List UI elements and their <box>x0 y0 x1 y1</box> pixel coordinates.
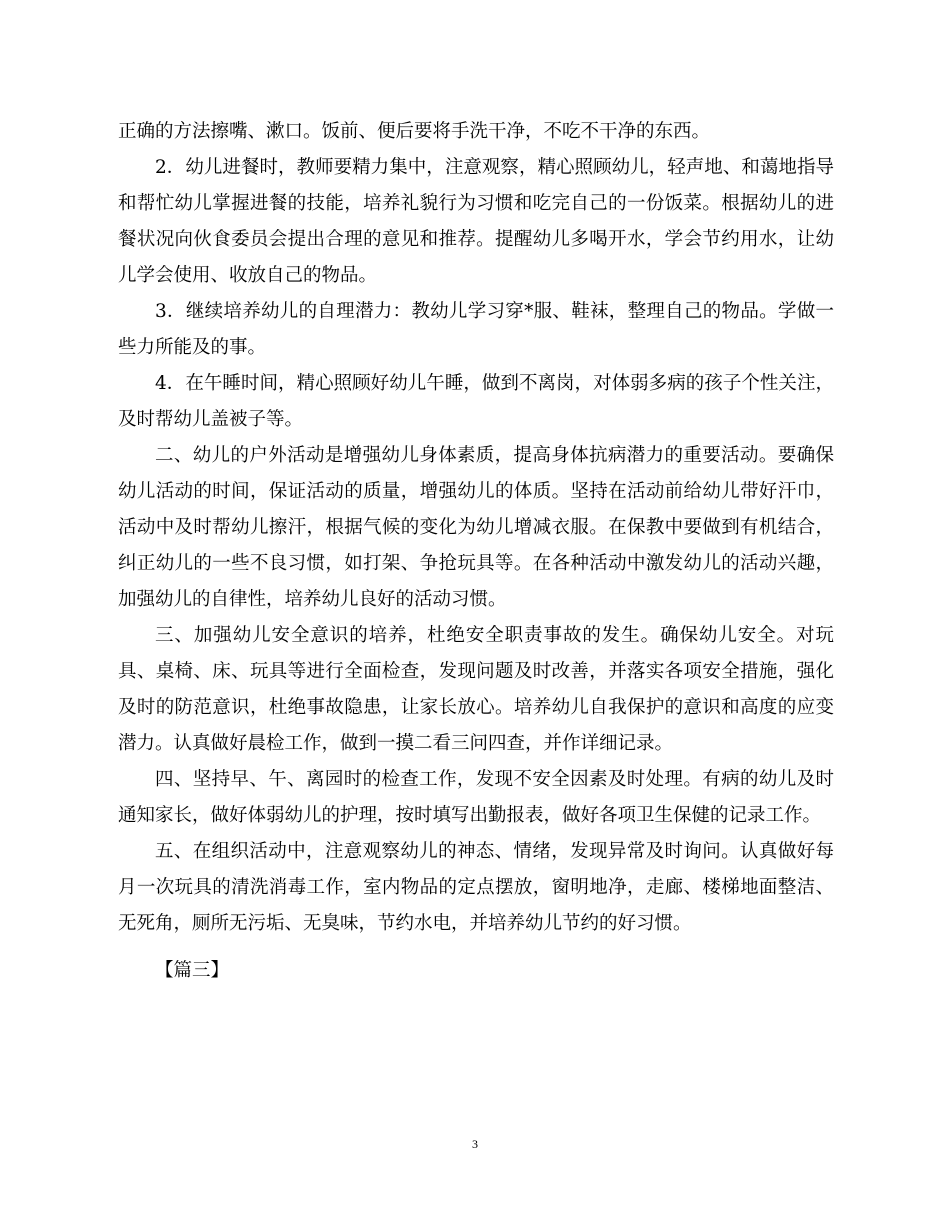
paragraph-item-3: 3．继续培养幼儿的自理潜力：教幼儿学习穿*服、鞋袜，整理自己的物品。学做一些力所能及的事。 <box>118 301 834 358</box>
paragraph-continuation: 正确的方法擦嘴、漱口。饭前、便后要将手洗干净，不吃不干净的东西。 <box>118 121 711 142</box>
document-body <box>118 114 834 989</box>
paragraph-section-2: 二、幼儿的户外活动是增强幼儿身体素质，提高身体抗病潜力的重要活动。要确保幼儿活动的时间，保证活动的质量，增强幼儿的体质。坚持在活动前给幼儿带好汗巾，活动中及时帮幼儿擦汗，根据气候的变化为幼儿增减衣服。在保教中要做到有机结合，纠正幼儿的一些不良习惯，如打架、争抢玩具等。在各种活动中激发幼儿的活动兴趣，加强幼儿的自律性，培养幼儿良好的活动习惯。 <box>118 445 834 610</box>
section-heading: 【篇三】 <box>155 960 230 981</box>
paragraph-item-2: 2．幼儿进餐时，教师要精力集中，注意观察，精心照顾幼儿，轻声地、和蔼地指导和帮忙幼儿掌握进餐的技能，培养礼貌行为习惯和吃完自己的一份饭菜。根据幼儿的进餐状况向伙食委员会提出合理的意见和推荐。提醒幼儿多喝开水，学会节约用水，让幼儿学会使用、收放自己的物品。 <box>118 157 834 286</box>
paragraph-section-4: 四、坚持早、午、离园时的检查工作，发现不安全因素及时处理。有病的幼儿及时通知家长，做好体弱幼儿的护理，按时填写出勤报表，做好各项卫生保健的记录工作。 <box>118 769 834 826</box>
paragraph-section-3: 三、加强幼儿安全意识的培养，杜绝安全职责事故的发生。确保幼儿安全。对玩具、桌椅、床、玩具等进行全面检查，发现问题及时改善，并落实各项安全措施，强化及时的防范意识，杜绝事故隐患，让家长放心。培养幼儿自我保护的意识和高度的应变潜力。认真做好晨检工作，做到一摸二看三问四查，并作详细记录。 <box>118 625 834 754</box>
paragraph-item-4: 4．在午睡时间，精心照顾好幼儿午睡，做到不离岗，对体弱多病的孩子个性关注，及时帮幼儿盖被子等。 <box>118 373 834 430</box>
page-number: 3 <box>472 1137 478 1151</box>
paragraph-section-5: 五、在组织活动中，注意观察幼儿的神态、情绪，发现异常及时询问。认真做好每月一次玩具的清洗消毒工作，室内物品的定点摆放，窗明地净，走廊、楼梯地面整洁、无死角，厕所无污垢、无臭味，节约水电，并培养幼儿节约的好习惯。 <box>118 841 834 934</box>
